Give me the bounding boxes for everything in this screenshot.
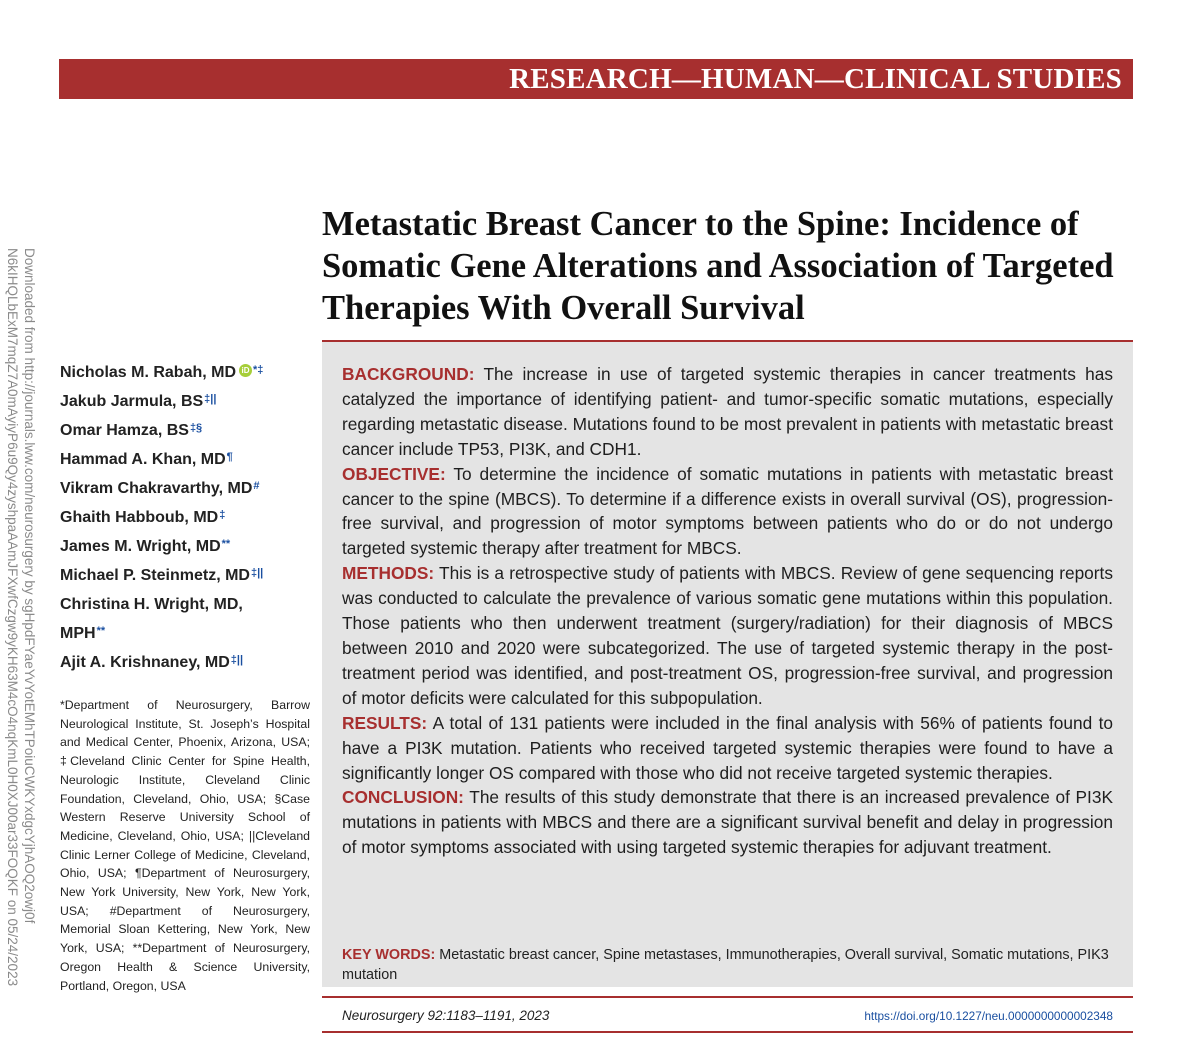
keywords-text: Metastatic breast cancer, Spine metastases, Immunotherapies, Overall survival, Somatic mutations, PIK3 mutation bbox=[342, 947, 1109, 983]
affiliation: #Department of Neurosurgery, Memorial Sloan Kettering, New York, New York, USA; bbox=[60, 903, 310, 956]
author-name: Christina H. Wright, MD, bbox=[60, 596, 243, 613]
author-affiliation-marks: ** bbox=[96, 625, 106, 637]
author bbox=[60, 561, 320, 590]
download-watermark-line-2: N6kIHQLbExM7mqZ7A0mAyiyP6u9Qy4zyshpaAAmJFXwfCzgw9yKH63M4cO4nqKmL0H0XJ00ar33FOQKF on 05/24/2023 bbox=[5, 248, 20, 987]
keywords bbox=[342, 945, 1122, 985]
author-name: MPH bbox=[60, 625, 96, 642]
author-list bbox=[60, 358, 320, 677]
author-name: Jakub Jarmula, BS bbox=[60, 393, 204, 410]
author-affiliation-marks: ‡|| bbox=[230, 654, 244, 666]
author-affiliation-marks: *‡ bbox=[253, 364, 264, 376]
affiliation: ‡Cleveland Clinic Center for Spine Health, Neurologic Institute, Cleveland Clinic Foundation, Cleveland, Ohio, USA; bbox=[60, 754, 310, 806]
conclusion-label: CONCLUSION: bbox=[342, 787, 464, 808]
results-label: RESULTS: bbox=[342, 712, 428, 733]
objective-text: To determine the incidence of somatic mutations in patients with metastatic breast cancer to the spine (MBCS). To determine if a difference exists in overall survival (OS), progression-free survival, and progression of motor symptoms between patients who do or do not undergo targeted systemic therapy after treatment for MBCS. bbox=[342, 463, 1113, 559]
journal-citation: Neurosurgery 92:1183–1191, 2023 bbox=[342, 1008, 550, 1023]
author-name: Omar Hamza, BS bbox=[60, 422, 189, 439]
author-affiliation-marks: ‡§ bbox=[189, 422, 203, 434]
objective-label: OBJECTIVE: bbox=[342, 463, 446, 484]
section-banner: RESEARCH—HUMAN—CLINICAL STUDIES bbox=[59, 59, 1133, 99]
download-watermark-line-1: Downloaded from http://journals.lww.com/neurosurgery by sgHpdFYaeYvYotEMhTPoiuCWKYxdgcYjhAOQ2owj0f bbox=[22, 248, 37, 924]
abstract-methods bbox=[342, 561, 1113, 710]
affiliation: **Department of Neurosurgery, Oregon Health & Science University, Portland, Oregon, USA bbox=[60, 941, 310, 993]
author-name: Ghaith Habboub, MD bbox=[60, 509, 219, 526]
author-affiliation-marks: ‡|| bbox=[250, 567, 264, 579]
author-name: Vikram Chakravarthy, MD bbox=[60, 480, 253, 497]
background-label: BACKGROUND: bbox=[342, 364, 475, 384]
affiliation: §Case Western Reserve University School of Medicine, Cleveland, Ohio, USA; bbox=[60, 791, 310, 843]
author-name: James M. Wright, MD bbox=[60, 538, 221, 555]
abstract-body bbox=[342, 362, 1113, 860]
affiliation: ¶Department of Neurosurgery, New York University, New York, New York, USA; bbox=[60, 866, 310, 918]
author bbox=[60, 387, 320, 416]
author-affiliation-marks: ‡|| bbox=[204, 393, 217, 405]
author-affiliation-marks: ‡ bbox=[219, 509, 226, 521]
results-text: A total of 131 patients were included in the final analysis with 56% of patients found to have a PI3K mutation. Patients who received targeted systemic therapies were found to have a significantly longer OS compared with those who did not receive targeted systemic therapies. bbox=[342, 712, 1113, 783]
abstract-box bbox=[322, 340, 1133, 987]
author-name: Ajit A. Krishnaney, MD bbox=[60, 654, 230, 671]
author-affiliation-marks: ¶ bbox=[226, 451, 233, 463]
author bbox=[60, 416, 320, 445]
author bbox=[60, 474, 320, 503]
author-name: Michael P. Steinmetz, MD bbox=[60, 567, 250, 584]
author-affiliation-marks: # bbox=[253, 480, 260, 492]
author-name: Hammad A. Khan, MD bbox=[60, 451, 226, 468]
author bbox=[60, 619, 320, 648]
doi-link[interactable]: https://doi.org/10.1227/neu.0000000000002348 bbox=[864, 1009, 1113, 1023]
citation-footer bbox=[322, 996, 1133, 1033]
affiliation: *Department of Neurosurgery, Barrow Neurological Institute, St. Joseph’s Hospital and Medical Center, Phoenix, Arizona, USA; bbox=[60, 698, 310, 750]
background-text: The increase in use of targeted systemic therapies in cancer treatments has catalyzed the importance of identifying patient- and tumor-specific somatic mutations, especially regarding metastatic disease. Mutations found to be most prevalent in patients with metastatic breast cancer include TP53, PI3K, and CDH1. bbox=[342, 364, 1113, 459]
author-name: Nicholas M. Rabah, MD bbox=[60, 364, 237, 381]
orcid-icon[interactable]: iD bbox=[239, 364, 252, 377]
affiliation: ||Cleveland Clinic Lerner College of Medicine, Cleveland, Ohio, USA; bbox=[60, 828, 310, 881]
abstract-objective bbox=[342, 462, 1113, 562]
article-title: Metastatic Breast Cancer to the Spine: Incidence of Somatic Gene Alterations and Association of Targeted Therapies With Overall Survival bbox=[322, 205, 1114, 327]
methods-text: This is a retrospective study of patients with MBCS. Review of gene sequencing reports was conducted to calculate the prevalence of various somatic gene mutations within this population. Those patients who then underwent treatment (surgery/radiation) for their diagnosis of MBCS between 2010 and 2020 were subcategorized. The use of targeted systemic therapy in the post-treatment period was identified, and post-treatment OS, progression-free survival, and progression of motor deficits were calculated for this subpopulation. bbox=[342, 563, 1113, 708]
keywords-label: KEY WORDS: bbox=[342, 947, 436, 963]
abstract-conclusion bbox=[342, 785, 1113, 860]
abstract-background bbox=[342, 362, 1113, 462]
author bbox=[60, 445, 320, 474]
author bbox=[60, 358, 320, 387]
affiliations bbox=[60, 696, 310, 995]
author bbox=[60, 648, 320, 677]
conclusion-text: The results of this study demonstrate that there is an increased prevalence of PI3K mutations in patients with MBCS and there are a significant survival benefit and delay in progression of motor symptoms associated with using targeted systemic therapies for adjuvant treatment. bbox=[342, 787, 1114, 858]
author bbox=[60, 590, 320, 619]
author bbox=[60, 503, 320, 532]
methods-label: METHODS: bbox=[342, 563, 435, 584]
author bbox=[60, 532, 320, 561]
author-affiliation-marks: ** bbox=[221, 538, 231, 550]
download-watermark bbox=[0, 248, 38, 1008]
abstract-results bbox=[342, 711, 1113, 786]
